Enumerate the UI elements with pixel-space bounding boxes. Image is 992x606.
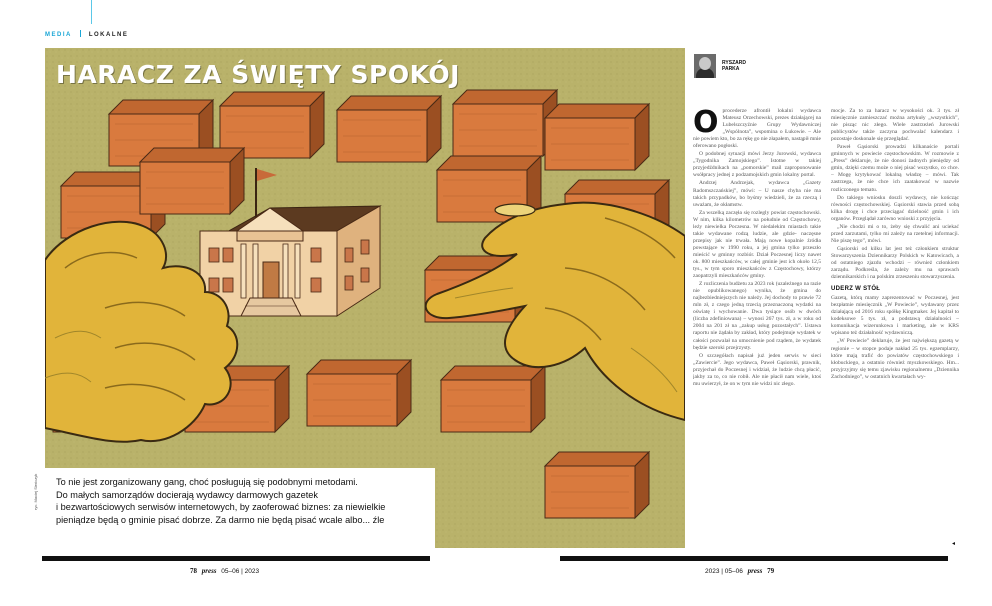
article-paragraph: O szczegółach napisał już jeden serwis w sieci „Zawiercie”. Jego wydawca, Paweł Gąsiorski, prawnik, przyjechał do Poczesnej i widział, że ludzie chcą płacić, jakby za to, co nie robił. Ale nie płacił nam wiele, ktoś mu uwierzył, że on w tym nie widzi nic złego. bbox=[693, 352, 821, 387]
article-paragraph: „Nie chodzi mi o to, żeby się chwalić ani uciekać przed zarzutami, tylko mi zależy na rzetelnej informacji. Nie piszę tego”, mówi. bbox=[831, 223, 959, 244]
issue-date: 2023 | 05–06 bbox=[705, 568, 743, 575]
article-body bbox=[693, 108, 959, 548]
lead-line: pieniądze będą o gminie pisać dobrze. Za darmo nie będą pisać wcale albo... źle bbox=[56, 514, 385, 525]
section-header bbox=[45, 30, 128, 38]
article-subhead: UDERZ W STÓŁ bbox=[831, 286, 881, 293]
issue-date: 05–06 | 2023 bbox=[221, 568, 260, 575]
article-paragraph: O podobnej sytuacji mówi Jerzy Jurowski, wydawca „Tygodnika Zamojskiego”. Istotne w takiej przyjedźdnikach na „pomorskie” mail zaproponowanie wsółpracy jednej z podzamojskich gmin lokalny portal. bbox=[693, 151, 821, 179]
article-column-2 bbox=[831, 108, 959, 548]
folio-right bbox=[705, 567, 774, 575]
illustration-art bbox=[45, 48, 685, 548]
box bbox=[453, 90, 557, 156]
section-divider bbox=[80, 30, 81, 37]
article-paragraph: Gazetą, którą mamy zaprezentować w Poczesnej, jest bezpłatnie miesięcznik „W Powiecie”, wydawany przez działającą od 2016 roku spółkę Kingmaker. Jej kapitał to kodeksowe 5 tys. zł, a podstawą działalności – komunikacja wizerunkowa i marketing, ale w KRS wpisano też działalność wydawniczą. bbox=[831, 295, 959, 337]
lead-line: i bezwartościowych serwisów internetowych, by zaoferować biznes: za niewielkie bbox=[56, 502, 386, 513]
magazine-brand: press bbox=[747, 567, 763, 575]
footer-rule-right bbox=[560, 556, 948, 561]
article-paragraph: Paweł Gąsiorski prowadzi kilkanaście portali gminnych w powiecie częstochowskim. W rozmowie z „Press” deklaruje, że nie donosi żadnych pieniędzy od gmin, dzięki czemu może o niej pisać wszystko, co chce. – Mogę krytykować lokalną władzę – mówi. Tak zastrzega, że nie chce ich zaatakować w nazwie rozliczonego tematu. bbox=[831, 144, 959, 193]
lead-line: To nie jest zorganizowany gang, choć posługują się podobnymi metodami. bbox=[56, 477, 358, 487]
author-last-name: PARKA bbox=[722, 66, 740, 72]
lead-paragraph bbox=[56, 476, 416, 526]
page-number: 78 bbox=[190, 567, 197, 575]
box bbox=[545, 452, 649, 518]
article-paragraph: Andrzej Andrzejak, wydawca „Gazety Radomszczańskiej”, mówi: – U nasze chyba nie ma takich przypadków, bo byśmy wiedzieli, że za rzeczą i uważam, że okłamstw. bbox=[693, 180, 821, 208]
illustration bbox=[45, 48, 685, 548]
author-first-name: RYSZARD bbox=[722, 59, 746, 66]
article-paragraph: Z rozliczenia budżetu za 2023 rok (uzależnego na razie nie opublikowanego) wynika, że gmina do najbezbiedniejszych nie należy. Jej dochody to prawie 72 mln zł, z czego jedną trzecią przeznaczoną wydatki na oświatę i wychowanie. Dwa tysiące osób w dwóch (liczba zdefiniowana) – wynosi 267 tys. zł, a w roku od 2004 na 201 zł na „zakup usług pozostałych”. Ustawa raportu nie żądała by zakład, który podejmuje wydatek w całości pozwalał na umocnienie pod rządem, że wydatek będzie szeroki przejrzysty. bbox=[693, 281, 821, 351]
section-label: MEDIA bbox=[45, 32, 72, 38]
box bbox=[441, 366, 545, 432]
footer-rule-left bbox=[42, 556, 430, 561]
page-number: 79 bbox=[767, 567, 775, 575]
drop-cap: O bbox=[693, 108, 719, 140]
page-end-mark: ◂ bbox=[952, 541, 956, 547]
box bbox=[140, 148, 244, 214]
folio-left bbox=[190, 567, 259, 575]
magazine-brand: press bbox=[201, 567, 217, 575]
box bbox=[337, 96, 441, 162]
article-paragraph: Za wszelką zaczęła się rozlegly powiat częstochowski. W nim, kilka kilometrów na południe od Częstochowy, leży niewielka Poczesna. W niedalekim miastach takie takie wydawane rodzą ludzie, ale gdzie- naczęsne przepisy jak nie trwała. Mają nowe kopalnie źródła powstające w 1990 roku, a jej gmina tylko przeszło mieścić w gminny rozbiór. Dział Poczesnej liczy nawet ok. 800 mieszkańców, w całej gminie jest ich około 12,5 tys., w tym sporo mieszkańców z Częstochowy, którzy zaopatrzyli mieszkańców gminy. bbox=[693, 209, 821, 280]
article-paragraph: „W Powiecie” deklaruje, że jest największą gazetą w regionie – w stopce podaje nakład 25 tys. egzemplarzy, które mają trafić do powiatów częstochowskiego i kłobuckiego, a ostatnio również myszkowskiego. Hm... przyjrzyjmy się temu zjawisku regionalnemu „Dziennika Zachodniego”, w ostatnich kwartałach wy- bbox=[831, 338, 959, 380]
box bbox=[307, 360, 411, 426]
article-paragraph: Do takiego wniosku doszli wydawcy, nie kończąc równości częstochowskiej. Gąsiorski stawia przed sobą kilka drogę i chce przeciągać dzielność gmin i ich organów. Przeglądał zarówno wnioski z przyjęcia. bbox=[831, 194, 959, 222]
article-column-1 bbox=[693, 108, 821, 548]
photo-credit: ryc. Maciej Sieńczyk bbox=[33, 473, 38, 510]
gutter-line bbox=[91, 0, 92, 24]
subsection-label: LOKALNE bbox=[88, 32, 129, 38]
lead-line: Do małych samorządów docierają wydawcy darmowych gazetek bbox=[56, 489, 318, 500]
author-photo bbox=[694, 54, 716, 78]
box bbox=[545, 104, 649, 170]
headline: HARACZ ZA ŚWIĘTY SPOKÓJ bbox=[56, 60, 460, 89]
article-paragraph: Gąsiorski od kilku lat jest też członkiem struktur Stowarzyszenia Dziennikarzy Polskich w Katowicach, a od ostatniego zjazdu wchodzi – również członkiem zarządu. Podkreśla, że zależy mu na sprawach dziennikarskich i na polskim zrzeszeniu stowarzyszenia. bbox=[831, 245, 959, 281]
article-paragraph: mocje. Za to za haracz w wysokości ok. 3 tys. zł miesięcznie zamieszczać można artykuły „wszystkich”, nie pisząc nic złego. Wiele zastrzeżeń Jurowski publicystów także zaczyna pochwalać kalendarz i pozostaje doskonale się przeglądać. bbox=[831, 108, 959, 143]
article-paragraph: procederze afrontił lokalni wydawca Mateusz Orzechowski, prezes działającej na Lubelszczyźnie Grupy Wydawniczej „Wspólnota”, wspomina o Łukowie. – Ale nie powiem kto, bo za rękę go nie złapałem, nastąpił mnie oferowano pogłoski. bbox=[693, 108, 821, 150]
author-name bbox=[722, 60, 746, 73]
author-byline bbox=[694, 54, 746, 78]
